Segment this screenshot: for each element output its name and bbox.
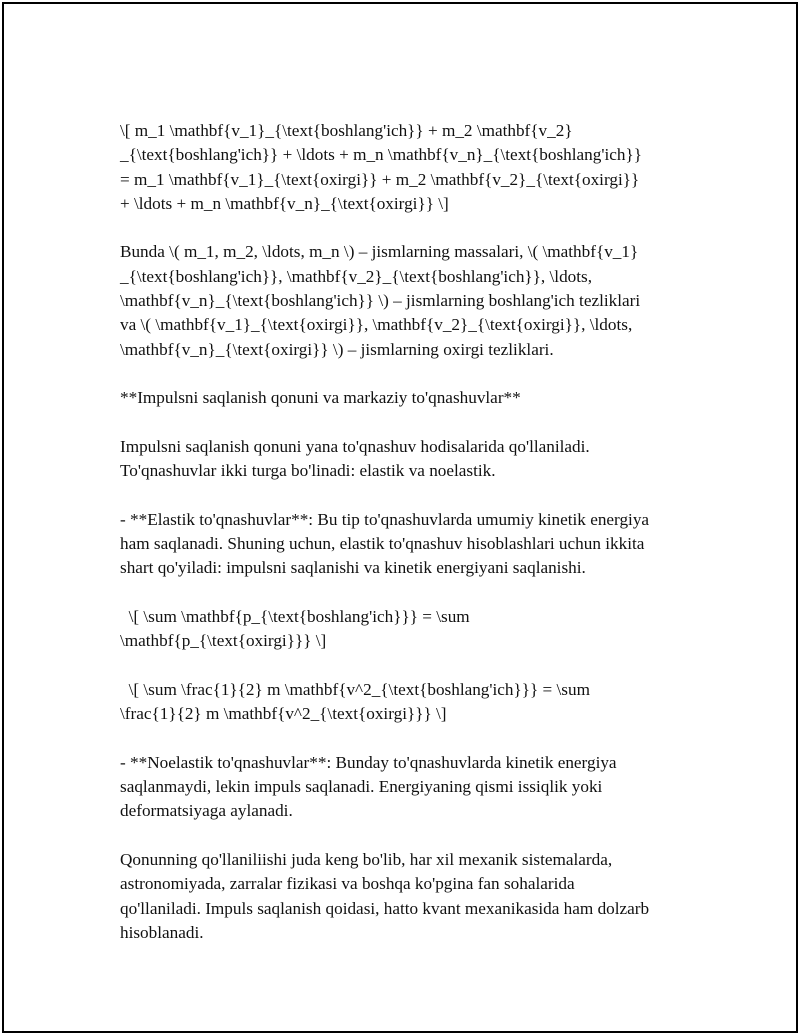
text-line: hisoblanadi. [120, 922, 204, 942]
list-item-inelastic [120, 751, 700, 824]
text-line: Impulsni saqlanish qonuni yana to'qnashuv hodisalarida qo'llaniladi. [120, 436, 590, 456]
text-line: To'qnashuvlar ikki turga bo'linadi: elastik va noelastik. [120, 461, 496, 481]
text-line: \[ \sum \frac{1}{2} m \mathbf{v^2_{\text{boshlang'ich}}} = \sum [120, 679, 590, 699]
text-line: \mathbf{p_{\text{oxirgi}}} \] [120, 631, 327, 651]
text-line: deformatsiyaga aylanadi. [120, 801, 293, 821]
equation-kinetic-energy-sum [120, 678, 700, 727]
equation-momentum-conservation [120, 119, 700, 216]
paragraph-spacer [120, 726, 700, 750]
paragraph-spacer [120, 824, 700, 848]
paragraph-spacer [120, 216, 700, 240]
text-line: \[ m_1 \mathbf{v_1}_{\text{boshlang'ich}} + m_2 \mathbf{v_2} [120, 121, 573, 140]
text-line: = m_1 \mathbf{v_1}_{\text{oxirgi}} + m_2 \mathbf{v_2}_{\text{oxirgi}} [120, 169, 640, 189]
text-line: \mathbf{v_n}_{\text{boshlang'ich}} \) – jismlarning boshlang'ich tezliklari [120, 291, 641, 311]
text-line: _{\text{boshlang'ich}}, \mathbf{v_2}_{\text{boshlang'ich}}, \ldots, [120, 266, 593, 286]
paragraph-spacer [120, 581, 700, 605]
text-line: _{\text{boshlang'ich}} + \ldots + m_n \mathbf{v_n}_{\text{boshlang'ich}} [120, 145, 642, 165]
text-line: Bunda \( m_1, m_2, \ldots, m_n \) – jismlarning massalari, \( \mathbf{v_1} [120, 242, 639, 262]
text-line: Qonunning qo'llaniliishi juda keng bo'lib, har xil mexanik sistemalarda, [120, 849, 613, 869]
paragraph-spacer [120, 411, 700, 435]
text-line: saqlanmaydi, lekin impuls saqlanadi. Energiyaning qismi issiqlik yoki [120, 777, 603, 797]
text-line: - **Noelastik to'qnashuvlar**: Bunday to'qnashuvlarda kinetik energiya [120, 752, 617, 772]
paragraph-conclusion [120, 848, 700, 945]
text-line: astronomiyada, zarralar fizikasi va boshqa ko'pgina fan sohalarida [120, 874, 575, 894]
text-line: \frac{1}{2} m \mathbf{v^2_{\text{oxirgi}}} \] [120, 704, 447, 724]
text-line: shart qo'yiladi: impulsni saqlanishi va kinetik energiyani saqlanishi. [120, 558, 586, 578]
text-line: \[ \sum \mathbf{p_{\text{boshlang'ich}}} = \sum [120, 606, 470, 626]
paragraph-spacer [120, 654, 700, 678]
paragraph-spacer [120, 362, 700, 386]
page-frame [2, 2, 798, 1033]
text-line: va \( \mathbf{v_1}_{\text{oxirgi}}, \mathbf{v_2}_{\text{oxirgi}}, \ldots, [120, 315, 633, 335]
text-line: + \ldots + m_n \mathbf{v_n}_{\text{oxirgi}} \] [120, 193, 449, 213]
paragraph-variable-definitions [120, 240, 700, 361]
text-line: **Impulsni saqlanish qonuni va markaziy to'qnashuvlar** [120, 388, 521, 408]
text-line: qo'llaniladi. Impuls saqlanish qoidasi, hatto kvant mexanikasida ham dolzarb [120, 898, 650, 918]
equation-momentum-sum [120, 605, 700, 654]
text-line: - **Elastik to'qnashuvlar**: Bu tip to'qnashuvlarda umumiy kinetik energiya [120, 509, 650, 529]
document-body [120, 119, 700, 945]
text-line: ham saqlanadi. Shuning uchun, elastik to'qnashuv hisoblashlari uchun ikkita [120, 534, 645, 554]
list-item-elastic [120, 508, 700, 581]
paragraph-spacer [120, 483, 700, 507]
section-heading [120, 386, 700, 410]
paragraph-collision-intro [120, 435, 700, 484]
text-line: \mathbf{v_n}_{\text{oxirgi}} \) – jismlarning oxirgi tezliklari. [120, 339, 554, 359]
